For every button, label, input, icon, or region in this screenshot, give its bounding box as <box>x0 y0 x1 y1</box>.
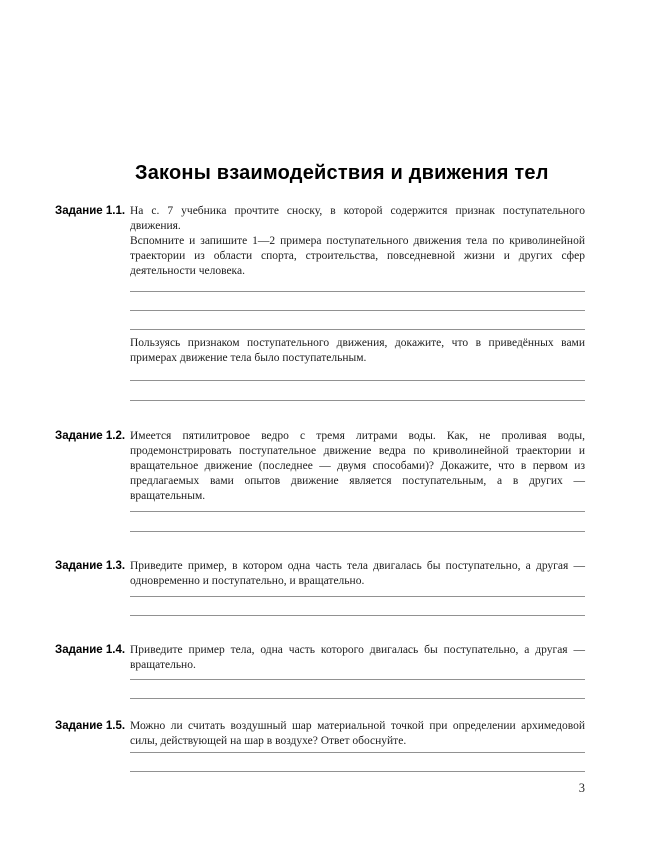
task-1-5-paragraph-1: Можно ли считать воздушный шар материальной точкой при определении архимедовой силы, действующей на шар в воздухе? Ответ обоснуйте. <box>130 720 585 747</box>
answer-line <box>130 400 585 401</box>
answer-line <box>130 531 585 532</box>
answer-line <box>130 329 585 330</box>
answer-line <box>130 511 585 512</box>
task-1-3-text <box>130 559 585 589</box>
task-1-2-paragraph-1: Имеется пятилитровое ведро с тремя литрами воды. Как, не проливая воды, продемонстрировать поступательное движение ведра по криволинейной траектории и вращательное движение (последнее — двумя способами)? Докажите, что в первом из предлагаемых вами опытов движение является поступательным, а в других — вращательным. <box>130 430 585 502</box>
answer-line <box>130 698 585 699</box>
task-1-1-text <box>130 204 585 279</box>
task-1-2-text <box>130 429 585 504</box>
answer-line <box>130 752 585 753</box>
answer-line <box>130 310 585 311</box>
task-1-4-paragraph-1: Приведите пример тела, одна часть которого двигалась бы поступательно, а другая — вращательно. <box>130 644 585 671</box>
answer-line <box>130 771 585 772</box>
page-number: 3 <box>578 781 585 795</box>
task-1-5-label: Задание 1.5. <box>55 720 126 732</box>
answer-line <box>130 380 585 381</box>
task-1-1-followup-text: Пользуясь признаком поступательного движения, докажите, что в приведённых вами примерах движение тела было поступательным. <box>130 337 585 364</box>
task-1-1-paragraph-2: Вспомните и запишите 1—2 примера поступательного движения тела по криволинейной траектории из области спорта, строительства, повседневной жизни и других сфер деятельности человека. <box>130 235 585 277</box>
task-1-1-followup <box>130 336 585 366</box>
task-1-4-label: Задание 1.4. <box>55 644 126 656</box>
task-1-3-paragraph-1: Приведите пример, в котором одна часть тела двигалась бы поступательно, а другая — одновременно и поступательно, и вращательно. <box>130 560 585 587</box>
task-1-4-text <box>130 643 585 673</box>
answer-line <box>130 596 585 597</box>
task-1-3-label: Задание 1.3. <box>55 560 126 572</box>
task-1-2-label: Задание 1.2. <box>55 430 126 442</box>
answer-line <box>130 291 585 292</box>
answer-line <box>130 615 585 616</box>
answer-line <box>130 679 585 680</box>
task-1-1-label: Задание 1.1. <box>55 205 126 217</box>
task-1-5-text <box>130 719 585 749</box>
page-title: Законы взаимодействия и движения тел <box>135 162 549 184</box>
task-1-1-paragraph-1: На с. 7 учебника прочтите сноску, в которой содержится признак поступательного движения. <box>130 205 585 232</box>
